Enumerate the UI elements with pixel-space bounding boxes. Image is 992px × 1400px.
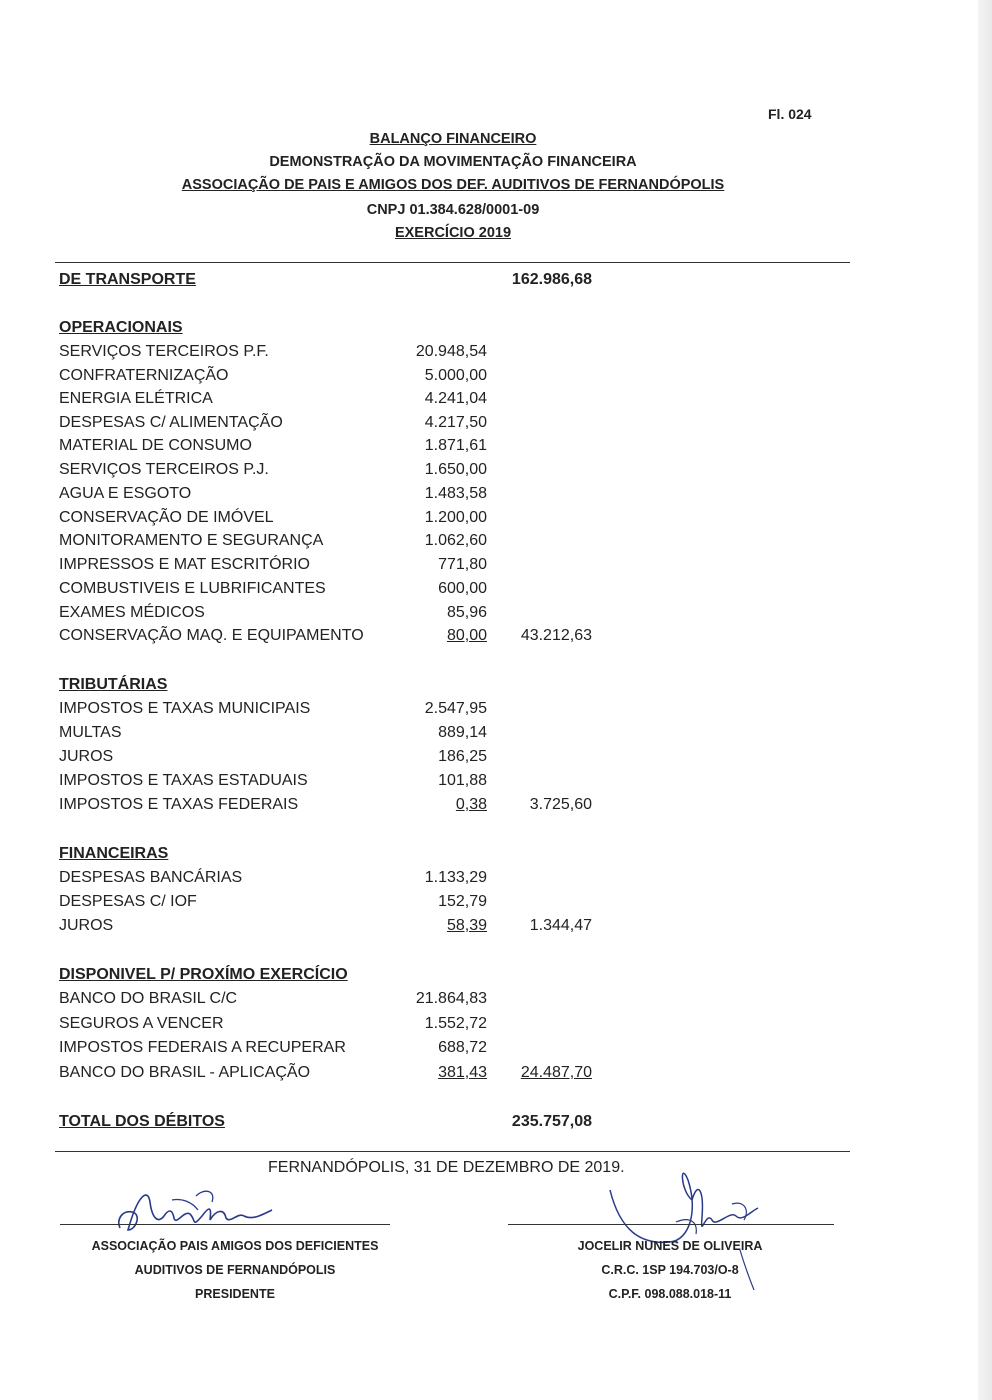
table-row [59, 724, 619, 746]
table-row [59, 917, 619, 939]
row-value: 21.864,83 [415, 990, 487, 1007]
row-label: IMPRESSOS E MAT ESCRITÓRIO [59, 556, 310, 573]
doc-title: BALANÇO FINANCEIRO [369, 131, 537, 147]
table-row [59, 556, 619, 578]
table-row [59, 343, 619, 365]
row-value: 4.241,04 [424, 390, 487, 407]
row-label: IMPOSTOS E TAXAS MUNICIPAIS [59, 700, 311, 717]
entity-name: ASSOCIAÇÃO DE PAIS E AMIGOS DOS DEF. AUDITIVOS DE FERNANDÓPOLIS [181, 177, 725, 193]
section-total: 3.725,60 [529, 796, 592, 813]
section-title: FINANCEIRAS [59, 845, 169, 862]
table-row [59, 414, 619, 436]
row-value: 0,38 [455, 796, 487, 813]
table-row [59, 772, 619, 794]
signature-left-image [112, 1180, 282, 1242]
table-row [59, 1039, 619, 1061]
row-label: IMPOSTOS E TAXAS FEDERAIS [59, 796, 299, 813]
transporte-label: DE TRANSPORTE [59, 271, 196, 288]
row-label: IMPOSTOS E TAXAS ESTADUAIS [59, 772, 308, 789]
signatory-right-crc: C.R.C. 1SP 194.703/O-8 [601, 1263, 739, 1277]
section-title-operacionais [59, 319, 619, 341]
signature-line-left [60, 1224, 390, 1225]
row-label: DESPESAS C/ ALIMENTAÇÃO [59, 414, 283, 431]
row-label: BANCO DO BRASIL - APLICAÇÃO [59, 1064, 311, 1081]
row-value: 20.948,54 [415, 343, 487, 360]
table-row [59, 700, 619, 722]
table-row [59, 893, 619, 915]
transporte-value: 162.986,68 [511, 271, 592, 288]
row-value: 186,25 [438, 748, 487, 765]
row-value: 688,72 [438, 1039, 487, 1056]
row-label: EXAMES MÉDICOS [59, 604, 205, 621]
row-label: AGUA E ESGOTO [59, 485, 192, 502]
table-row [59, 627, 619, 649]
row-value: 2.547,95 [424, 700, 487, 717]
row-label: BANCO DO BRASIL C/C [59, 990, 238, 1007]
row-label: SERVIÇOS TERCEIROS P.F. [59, 343, 269, 360]
table-row [59, 1015, 619, 1037]
doc-subtitle: DEMONSTRAÇÃO DA MOVIMENTAÇÃO FINANCEIRA [269, 154, 637, 170]
table-row [59, 1064, 619, 1086]
row-value: 889,14 [438, 724, 487, 741]
row-value: 1.200,00 [424, 509, 487, 526]
table-row [59, 796, 619, 818]
signatory-right-cpf: C.P.F. 098.088.018-11 [608, 1287, 732, 1301]
row-label: SERVIÇOS TERCEIROS P.J. [59, 461, 269, 478]
signatory-right-name: JOCELIR NUNES DE OLIVEIRA [577, 1239, 763, 1253]
section-total: 43.212,63 [520, 627, 592, 644]
signatory-left-name-2: AUDITIVOS DE FERNANDÓPOLIS [134, 1263, 336, 1277]
row-label: DESPESAS BANCÁRIAS [59, 869, 243, 886]
table-row [59, 604, 619, 626]
section-title-disponivel [59, 966, 619, 988]
table-row [59, 367, 619, 389]
folio-number: Fl. 024 [768, 106, 812, 122]
table-row [59, 580, 619, 602]
row-value: 80,00 [446, 627, 487, 644]
row-label: MATERIAL DE CONSUMO [59, 437, 252, 454]
row-value: 85,96 [446, 604, 487, 621]
table-row [59, 437, 619, 459]
table-row [59, 990, 619, 1012]
table-row [59, 461, 619, 483]
row-label: MONITORAMENTO E SEGURANÇA [59, 532, 324, 549]
row-value: 381,43 [438, 1064, 487, 1081]
row-label: CONSERVAÇÃO DE IMÓVEL [59, 509, 274, 526]
table-row [59, 390, 619, 412]
row-value: 101,88 [438, 772, 487, 789]
row-label: COMBUSTIVEIS E LUBRIFICANTES [59, 580, 326, 597]
exercise-year: EXERCÍCIO 2019 [394, 225, 512, 241]
signatory-left-role: PRESIDENTE [195, 1287, 275, 1301]
row-value: 1.552,72 [424, 1015, 487, 1032]
cnpj: CNPJ 01.384.628/0001-09 [366, 202, 540, 218]
row-value: 4.217,50 [424, 414, 487, 431]
row-value: 152,79 [438, 893, 487, 910]
table-row [59, 869, 619, 891]
page-edge [978, 0, 992, 1400]
row-value: 1.871,61 [424, 437, 487, 454]
row-label: JUROS [59, 917, 114, 934]
row-value: 1.062,60 [424, 532, 487, 549]
row-label: ENERGIA ELÉTRICA [59, 390, 213, 407]
section-title: TRIBUTÁRIAS [59, 676, 168, 693]
section-total: 1.344,47 [529, 917, 592, 934]
table-row [59, 748, 619, 770]
signatory-left [40, 1234, 430, 1306]
row-label: CONSERVAÇÃO MAQ. E EQUIPAMENTO [59, 627, 364, 644]
row-label: JUROS [59, 748, 114, 765]
row-label: DESPESAS C/ IOF [59, 893, 197, 910]
total-value: 235.757,08 [511, 1113, 592, 1130]
signatory-left-name: ASSOCIAÇÃO PAIS AMIGOS DOS DEFICIENTES [91, 1239, 379, 1253]
total-label: TOTAL DOS DÉBITOS [59, 1113, 225, 1130]
signatory-right [470, 1234, 870, 1306]
table-row [59, 485, 619, 507]
row-value: 5.000,00 [424, 367, 487, 384]
section-title: OPERACIONAIS [59, 319, 183, 336]
row-value: 1.650,00 [424, 461, 487, 478]
section-title: DISPONIVEL P/ PROXÍMO EXERCÍCIO [59, 966, 348, 983]
table-row [59, 509, 619, 531]
top-rule [55, 262, 850, 263]
table-row [59, 532, 619, 554]
row-label: IMPOSTOS FEDERAIS A RECUPERAR [59, 1039, 346, 1056]
row-value: 771,80 [438, 556, 487, 573]
signature-line-right [508, 1224, 834, 1225]
section-title-tributarias [59, 676, 619, 698]
section-total: 24.487,70 [520, 1064, 592, 1081]
section-title-financeiras [59, 845, 619, 867]
row-value: 1.133,29 [424, 869, 487, 886]
transporte-row [59, 271, 619, 293]
place-date: FERNANDÓPOLIS, 31 DE DEZEMBRO DE 2019. [268, 1159, 625, 1176]
row-value: 58,39 [446, 917, 487, 934]
row-label: MULTAS [59, 724, 122, 741]
total-row [59, 1113, 619, 1135]
row-value: 1.483,58 [424, 485, 487, 502]
row-value: 600,00 [438, 580, 487, 597]
row-label: SEGUROS A VENCER [59, 1015, 224, 1032]
row-label: CONFRATERNIZAÇÃO [59, 367, 229, 384]
